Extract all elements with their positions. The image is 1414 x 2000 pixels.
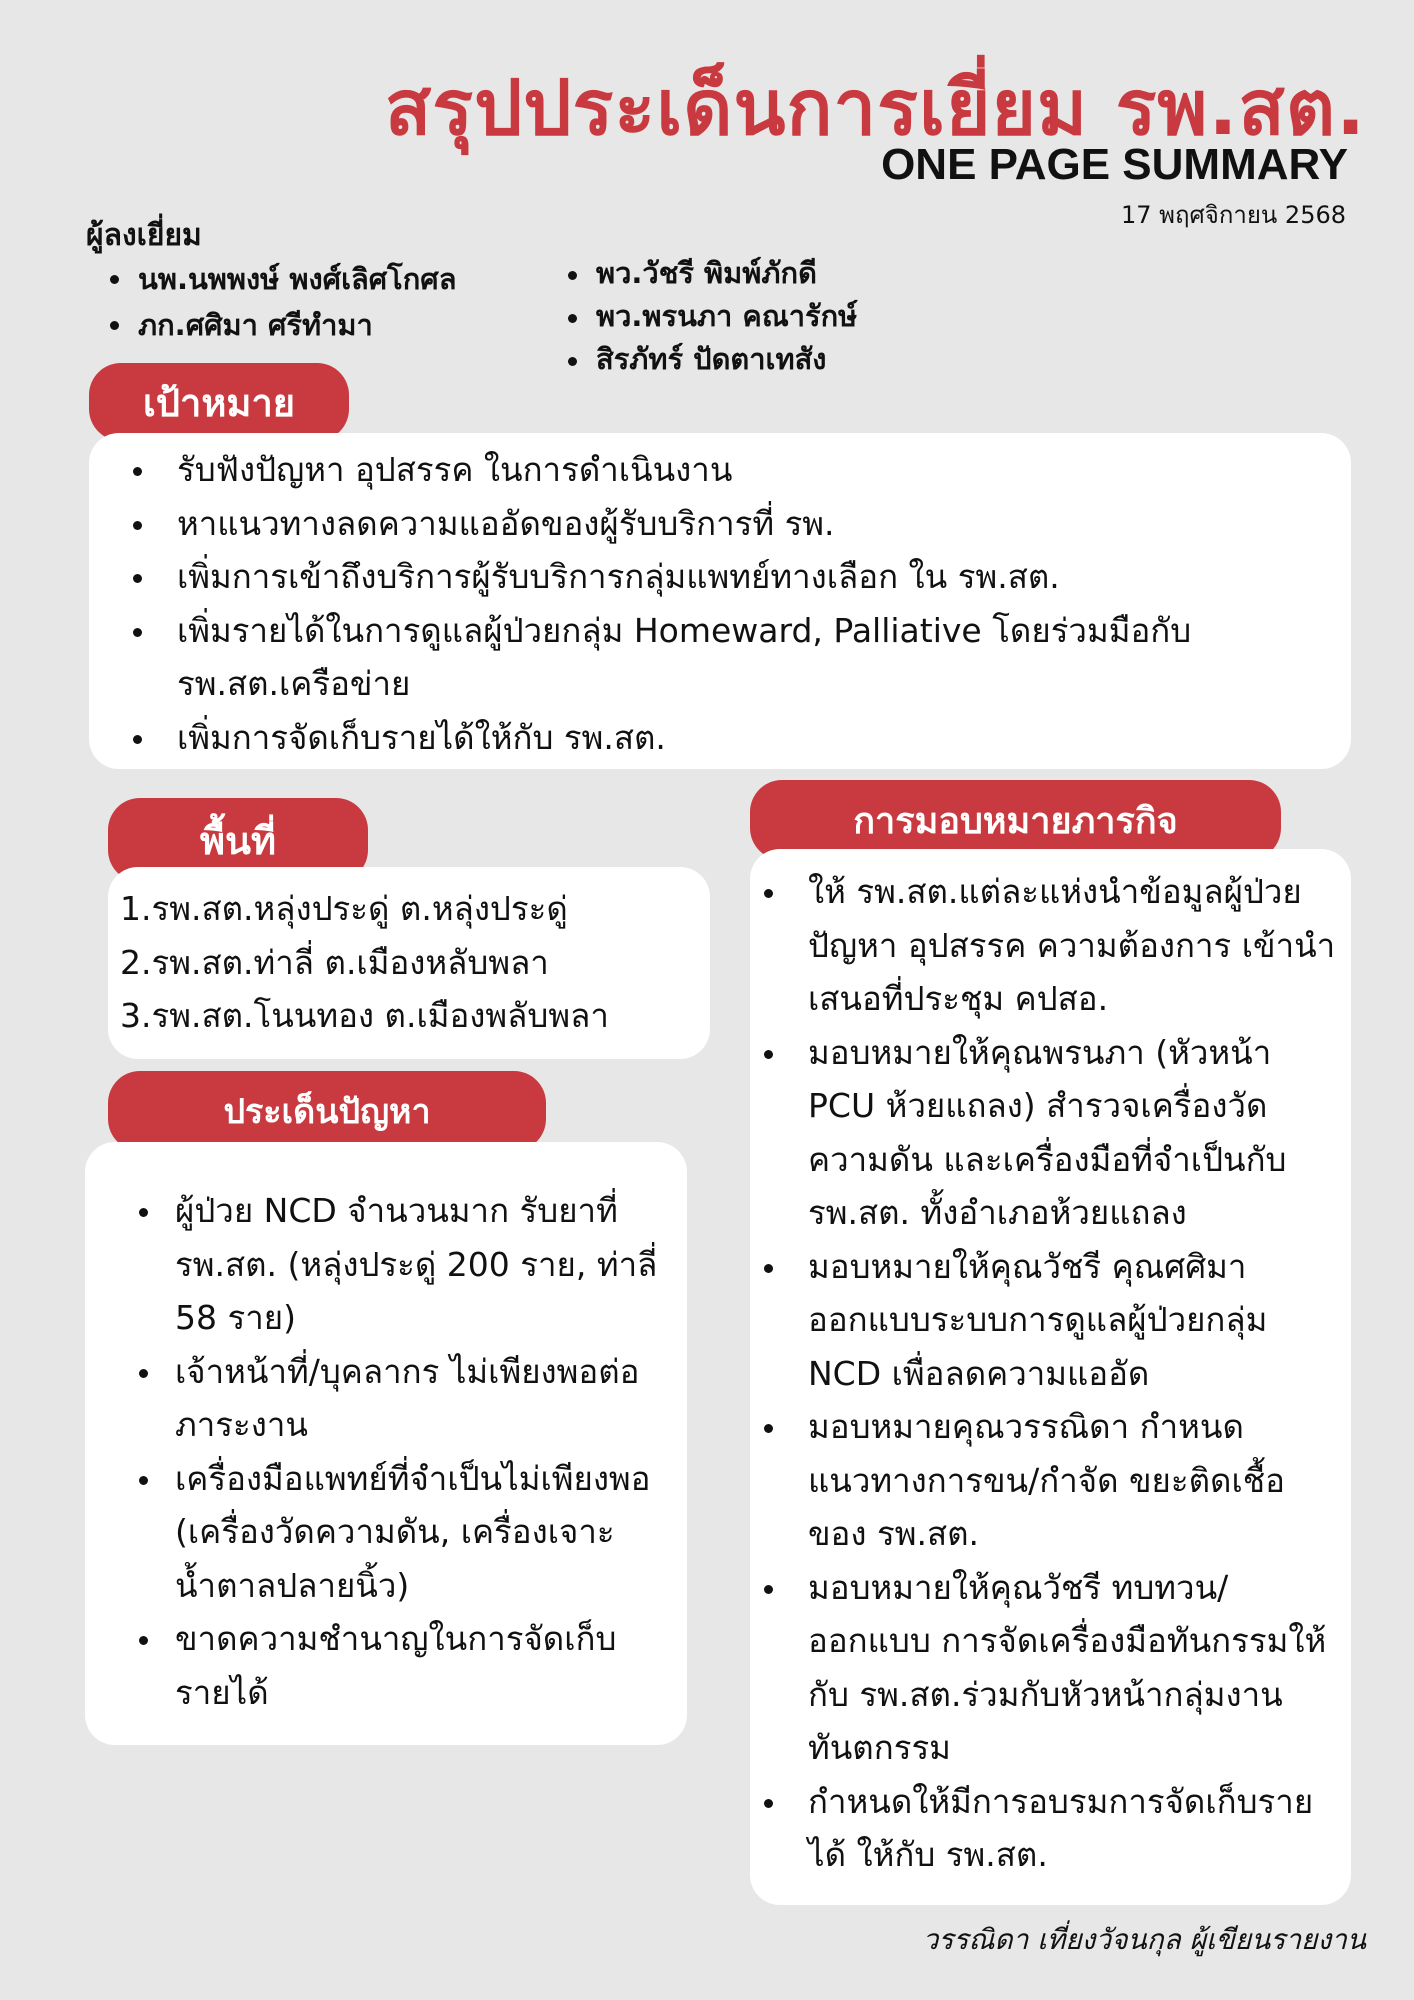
tasks-heading: การมอบหมายภารกิจ — [750, 780, 1281, 860]
list-item: เพิ่มรายได้ในการดูแลผู้ป่วยกลุ่ม Homeward, Palliative โดยร่วมมือกับ รพ.สต.เครือข่าย — [129, 604, 1321, 711]
goals-box — [89, 433, 1351, 769]
list-item: รับฟังปัญหา อุปสรรค ในการดำเนินงาน — [129, 443, 1321, 497]
list-item: นพ.นพพงษ์ พงศ์เลิศโกศล — [106, 256, 456, 302]
list-item: ขาดความชำนาญในการจัดเก็บรายได้ — [135, 1612, 667, 1719]
tasks-box — [750, 849, 1351, 1905]
list-item: มอบหมายให้คุณพรนภา (หัวหน้า PCU ห้วยแถลง) สำรวจเครื่องวัดความดัน และเครื่องมือที่จำเป็นกับ รพ.สต. ทั้งอำเภอห้วยแถลง — [760, 1026, 1341, 1240]
list-item: ให้ รพ.สต.แต่ละแห่งนำข้อมูลผู้ป่วย ปัญหา อุปสรรค ความต้องการ เข้านำเสนอที่ประชุม คปสอ. — [760, 865, 1341, 1026]
page-subtitle: ONE PAGE SUMMARY — [881, 140, 1348, 189]
list-item: หาแนวทางลดความแออัดของผู้รับบริการที่ รพ. — [129, 497, 1321, 551]
problems-box — [85, 1142, 687, 1745]
list-item: มอบหมายให้คุณวัชรี คุณศศิมา ออกแบบระบบการดูแลผู้ป่วยกลุ่ม NCD เพื่อลดความแออัด — [760, 1240, 1341, 1401]
list-item: มอบหมายคุณวรรณิดา กำหนดแนวทางการขน/กำจัด ขยะติดเชื้อของ รพ.สต. — [760, 1400, 1341, 1561]
list-item: พว.วัชรี พิมพ์ภักดี — [564, 252, 857, 295]
areas-box — [108, 867, 710, 1059]
list-item: เครื่องมือแพทย์ที่จำเป็นไม่เพียงพอ (เครื่องวัดความดัน, เครื่องเจาะน้ำตาลปลายนิ้ว) — [135, 1452, 667, 1613]
page-title: สรุปประเด็นการเยี่ยม รพ.สต. — [384, 63, 1366, 152]
visitors-list-1 — [106, 256, 456, 348]
list-item: เจ้าหน้าที่/บุคลากร ไม่เพียงพอต่อภาระงาน — [135, 1345, 667, 1452]
report-date: 17 พฤศจิกายน 2568 — [1121, 201, 1346, 229]
list-item: สิรภัทร์ ปัดตาเทสัง — [564, 338, 857, 381]
list-item: เพิ่มการเข้าถึงบริการผู้รับบริการกลุ่มแพทย์ทางเลือก ใน รพ.สต. — [129, 550, 1321, 604]
list-item: 2.รพ.สต.ท่าลี่ ต.เมืองหลับพลา — [120, 942, 549, 982]
visitors-label: ผู้ลงเยี่ยม — [86, 218, 202, 253]
author-signature: วรรณิดา เที่ยงวัจนกุล ผู้เขียนรายงาน — [922, 1923, 1366, 1956]
list-item: ผู้ป่วย NCD จำนวนมาก รับยาที่ รพ.สต. (หลุ่งประดู่ 200 ราย, ท่าลี่ 58 ราย) — [135, 1184, 667, 1345]
list-item: มอบหมายให้คุณวัชรี ทบทวน/ออกแบบ การจัดเครื่องมือทันกรรมให้กับ รพ.สต.ร่วมกับหัวหน้ากลุ่มงานทันตกรรม — [760, 1561, 1341, 1775]
list-item: กำหนดให้มีการอบรมการจัดเก็บรายได้ ให้กับ รพ.สต. — [760, 1775, 1341, 1882]
visitors-list-2 — [564, 252, 857, 381]
list-item: พว.พรนภา คณารักษ์ — [564, 295, 857, 338]
problems-heading: ประเด็นปัญหา — [108, 1071, 546, 1151]
list-item: ภก.ศศิมา ศรีทำมา — [106, 302, 456, 348]
list-item: 1.รพ.สต.หลุ่งประดู่ ต.หลุ่งประดู่ — [120, 889, 568, 928]
list-item: 3.รพ.สต.โนนทอง ต.เมืองพลับพลา — [120, 996, 609, 1035]
list-item: เพิ่มการจัดเก็บรายได้ให้กับ รพ.สต. — [129, 711, 1321, 765]
areas-heading: พื้นที่ — [108, 798, 368, 882]
goals-heading: เป้าหมาย — [89, 363, 349, 441]
